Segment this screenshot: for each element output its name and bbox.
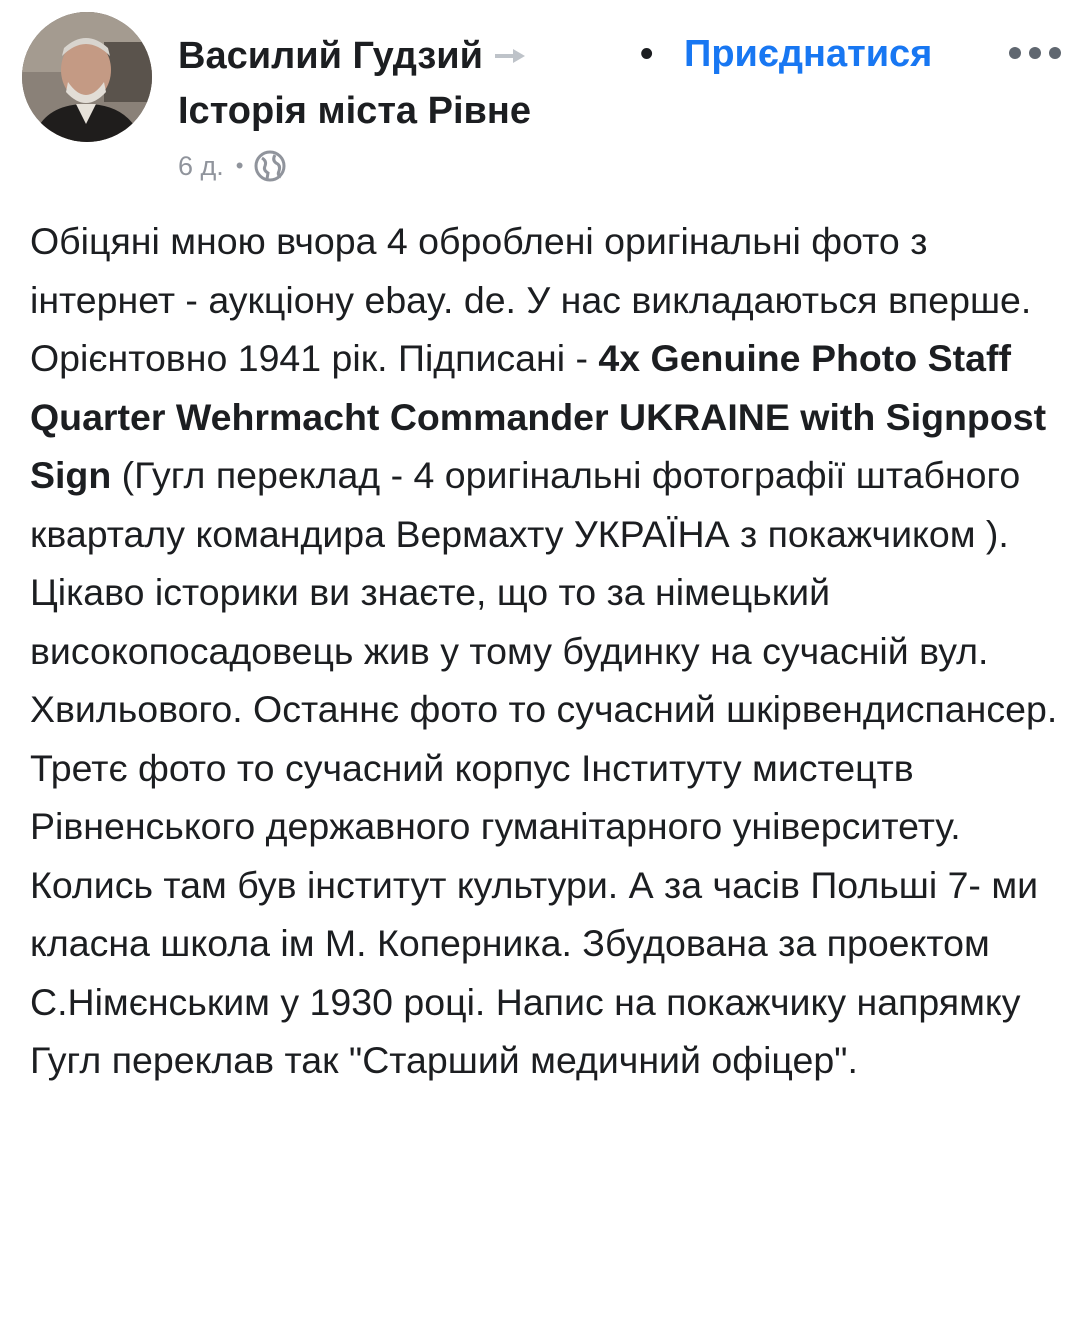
post-timestamp[interactable]: 6 д.: [178, 150, 224, 181]
post-header: [0, 0, 1080, 200]
post-body-text: [30, 212, 1065, 1090]
arrow-right-icon: [495, 49, 525, 63]
author-line: [178, 30, 525, 82]
post-meta: [178, 146, 287, 186]
header-separator-dot: •: [640, 33, 654, 75]
author-name[interactable]: Василий Гудзий: [178, 34, 483, 77]
group-name-link[interactable]: Історія міста Рівне: [178, 90, 531, 132]
post-body-bold-title: 4x Genuine Photo Staff Quarter Wehrmacht Commander UKRAINE with Signpost Sign: [30, 337, 1047, 496]
more-options-icon[interactable]: [1006, 38, 1064, 68]
globe-icon[interactable]: [253, 149, 287, 183]
post-body-rest: (Гугл переклад - 4 оригінальні фотографії штабного кварталу командира Вермахту УКРАЇНА з покажчиком ). Цікаво історики ви знаєте, що то за німецький високопосадовець жив у тому будинку на сучасній вул. Хвильового. Останнє фото то сучасний шкірвендиспансер. Третє фото то сучасний корпус Інституту мистецтв Рівненського державного гуманітарного університету. Колись там був інститут культури. А за часів Польші 7- ми класна школа ім М. Коперника. Збудована за проектом С.Німєнським у 1930 році. Напис на покажчику напрямку Гугл переклав так "Старший медичний офіцер".: [30, 454, 1058, 1081]
author-avatar[interactable]: [22, 12, 152, 142]
post-body-intro: Обіцяні мною вчора 4 оброблені оригінальні фото з інтернет - аукціону ebay. de. У нас викладаються вперше. Орієнтовно 1941 рік. Підписані -: [30, 220, 1032, 379]
meta-separator-dot: •: [235, 153, 244, 178]
join-group-button[interactable]: Приєднатися: [684, 33, 933, 75]
